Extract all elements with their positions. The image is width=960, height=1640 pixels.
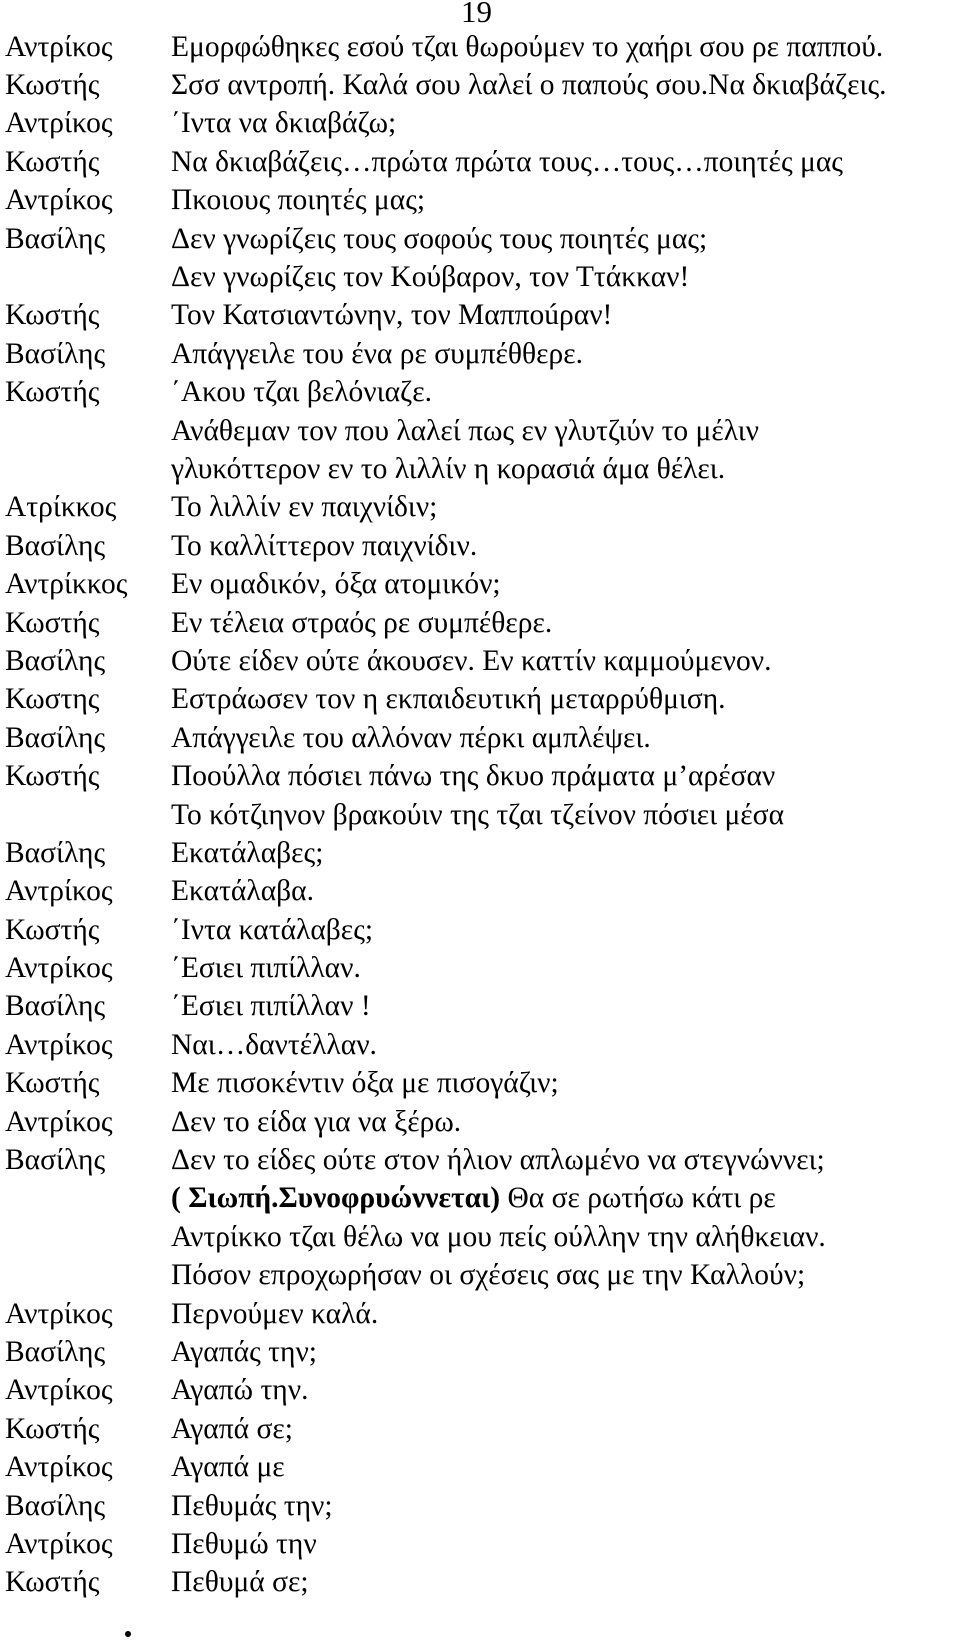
speaker-name: Αντρίκος — [5, 875, 113, 908]
speaker-name: Αντρίκος — [5, 1374, 113, 1407]
dialogue-line — [5, 1448, 955, 1486]
dialogue-line — [5, 719, 955, 757]
speaker-name: Αντρίκος — [5, 1297, 113, 1330]
speaker-name: Κωστής — [5, 1412, 100, 1445]
dialogue-line — [5, 1257, 955, 1295]
dialogue-text-rest: Θα σε ρωτήσω κάτι ρε — [500, 1182, 776, 1215]
dialogue-text: Απάγγειλε του ένα ρε συμπέθθερε. — [171, 337, 583, 370]
speaker-name: Αντρίκος — [5, 1527, 113, 1560]
speaker-name: Ατρίκκος — [5, 491, 117, 524]
dialogue-text: ΄Ιντα κατάλαβες; — [171, 913, 374, 946]
dialogue-text: ΄Ιντα να δκιαβάζω; — [171, 107, 397, 140]
speaker-name: Βασίλης — [5, 529, 106, 562]
speaker-name: Αντρίκος — [5, 30, 113, 63]
dialogue-line — [5, 297, 955, 335]
page-number: 19 — [461, 0, 492, 29]
dialogue-line — [5, 450, 955, 488]
dialogue-text: Αντρίκκο τζαι θέλω να μου πείς ούλλην την αλήθκειαν. — [171, 1220, 826, 1253]
dialogue-text: Εν ομαδικόν, όξα ατομικόν; — [171, 568, 501, 601]
dialogue-line — [5, 527, 955, 565]
speaker-name: Βασίλης — [5, 644, 106, 677]
dialogue-line — [5, 1564, 955, 1602]
dialogue-text — [171, 1182, 776, 1215]
dialogue-text: Εστράωσεν τον η εκπαιδευτική μεταρρύθμιση. — [171, 683, 726, 716]
speaker-name: Κωστής — [5, 299, 100, 332]
dialogue-line — [5, 1410, 955, 1448]
speaker-name: Βασίλης — [5, 1335, 106, 1368]
dialogue-line — [5, 604, 955, 642]
dialogue-line — [5, 412, 955, 450]
speaker-name: Κωστής — [5, 760, 100, 793]
speaker-name: Βασίλης — [5, 836, 106, 869]
dialogue-text: Πεθυμώ την — [171, 1527, 317, 1560]
dialogue-line — [5, 1065, 955, 1103]
speaker-name: Βασίλης — [5, 337, 106, 370]
dialogue-line — [5, 143, 955, 181]
dialogue-script — [5, 28, 955, 1602]
dialogue-line — [5, 988, 955, 1026]
dialogue-text: ΄Εσιει πιπίλλαν ! — [171, 990, 371, 1023]
dialogue-text: Εκατάλαβα. — [171, 875, 314, 908]
dialogue-text: Εν τέλεια στραός ρε συμπέθερε. — [171, 606, 553, 639]
dialogue-text: Το καλλίττερον παιχνίδιν. — [171, 529, 478, 562]
dialogue-line — [5, 182, 955, 220]
dialogue-text: Σσσ αντροπή. Καλά σου λαλεί ο παπούς σου.Να δκιαβάζεις. — [171, 69, 887, 102]
dialogue-line — [5, 105, 955, 143]
dialogue-line — [5, 1103, 955, 1141]
dialogue-line — [5, 258, 955, 296]
scan-speck — [125, 1631, 131, 1637]
dialogue-text: Αγαπάς την; — [171, 1335, 317, 1368]
speaker-name: Αντρίκος — [5, 107, 113, 140]
dialogue-line — [5, 796, 955, 834]
dialogue-line — [5, 681, 955, 719]
speaker-name: Βασίλης — [5, 990, 106, 1023]
dialogue-text: Περνούμεν καλά. — [171, 1297, 379, 1330]
dialogue-text: Αγαπά με — [171, 1451, 285, 1484]
dialogue-text: Δεν το είδα για να ξέρω. — [171, 1105, 462, 1138]
dialogue-line — [5, 1180, 955, 1218]
dialogue-text: Πκοιους ποιητές μας; — [171, 184, 426, 217]
dialogue-text: Ναι…δαντέλλαν. — [171, 1028, 377, 1061]
dialogue-line — [5, 565, 955, 603]
dialogue-line — [5, 1487, 955, 1525]
dialogue-text: Πόσον επροχωρήσαν οι σχέσεις σας με την Καλλούν; — [171, 1259, 806, 1292]
dialogue-line — [5, 1218, 955, 1256]
dialogue-text: Το λιλλίν εν παιχνίδιν; — [171, 491, 438, 524]
dialogue-line — [5, 911, 955, 949]
speaker-name: Βασίλης — [5, 721, 106, 754]
speaker-name: Αντρίκος — [5, 1105, 113, 1138]
dialogue-text: Δεν γνωρίζεις τον Κούβαρον, τον Ττάκκαν! — [171, 261, 690, 294]
speaker-name: Αντρίκος — [5, 184, 113, 217]
dialogue-line — [5, 220, 955, 258]
dialogue-text: Εμορφώθηκες εσού τζαι θωρούμεν το χαήρι σου ρε παππού. — [171, 30, 884, 63]
speaker-name: Κωστής — [5, 1566, 100, 1599]
dialogue-text: Πεθυμά σε; — [171, 1566, 309, 1599]
dialogue-line — [5, 1525, 955, 1563]
dialogue-text: Απάγγειλε του αλλόναν πέρκι αμπλέψει. — [171, 721, 651, 754]
dialogue-line — [5, 757, 955, 795]
dialogue-text: Το κότζιηνον βρακούιν της τζαι τζείνον πόσιει μέσα — [171, 798, 785, 831]
speaker-name: Κωστης — [5, 683, 100, 716]
dialogue-text: Με πισοκέντιν όξα με πισογάζιν; — [171, 1067, 559, 1100]
dialogue-text: Ανάθεμαν τον που λαλεί πως εν γλυτζιύν το μέλιν — [171, 414, 759, 447]
dialogue-line — [5, 1295, 955, 1333]
speaker-name: Βασίλης — [5, 1489, 106, 1522]
speaker-name: Κωστής — [5, 69, 100, 102]
stage-direction: ( Σιωπή.Συνοφρυώννεται) — [171, 1182, 501, 1215]
dialogue-text: Δεν γνωρίζεις τους σοφούς τους ποιητές μας; — [171, 222, 708, 255]
dialogue-line — [5, 66, 955, 104]
dialogue-text: Τον Κατσιαντώνην, τον Μαπποúραν! — [171, 299, 613, 332]
speaker-name: Κωστής — [5, 376, 100, 409]
speaker-name: Κωστής — [5, 145, 100, 178]
dialogue-line — [5, 28, 955, 66]
dialogue-line — [5, 949, 955, 987]
dialogue-line — [5, 1141, 955, 1179]
speaker-name: Βασίλης — [5, 1144, 106, 1177]
dialogue-text: γλυκόττερον εν το λιλλίν η κορασιά άμα θέλει. — [171, 452, 726, 485]
dialogue-text: Εκατάλαβες; — [171, 836, 324, 869]
speaker-name: Αντρίκκος — [5, 568, 128, 601]
dialogue-text: ΄Εσιει πιπίλλαν. — [171, 952, 361, 985]
dialogue-text: Να δκιαβάζεις…πρώτα πρώτα τους…τους…ποιητές μας — [171, 145, 843, 178]
dialogue-text: Αγαπά σε; — [171, 1412, 293, 1445]
dialogue-line — [5, 335, 955, 373]
dialogue-line — [5, 834, 955, 872]
speaker-name: Βασίλης — [5, 222, 106, 255]
dialogue-text: Πεθυμάς την; — [171, 1489, 333, 1522]
dialogue-text: Δεν το είδες ούτε στον ήλιον απλωμένο να στεγνώννει; — [171, 1144, 825, 1177]
speaker-name: Κωστής — [5, 606, 100, 639]
dialogue-line — [5, 1026, 955, 1064]
dialogue-line — [5, 1372, 955, 1410]
dialogue-line — [5, 489, 955, 527]
speaker-name: Κωστής — [5, 1067, 100, 1100]
speaker-name: Κωστής — [5, 913, 100, 946]
dialogue-text: Ούτε είδεν ούτε άκουσεν. Εν καττίν καμμούμενον. — [171, 644, 772, 677]
dialogue-text: ΄Ακου τζαι βελόνιαζε. — [171, 376, 433, 409]
dialogue-line — [5, 374, 955, 412]
dialogue-line — [5, 1333, 955, 1371]
dialogue-line — [5, 642, 955, 680]
speaker-name: Αντρίκος — [5, 1451, 113, 1484]
dialogue-line — [5, 873, 955, 911]
speaker-name: Αντρίκος — [5, 1028, 113, 1061]
dialogue-text: Ποούλλα πόσιει πάνω της δκυο πράματα μ’αρέσαν — [171, 760, 776, 793]
dialogue-text: Αγαπώ την. — [171, 1374, 309, 1407]
speaker-name: Αντρίκος — [5, 952, 113, 985]
